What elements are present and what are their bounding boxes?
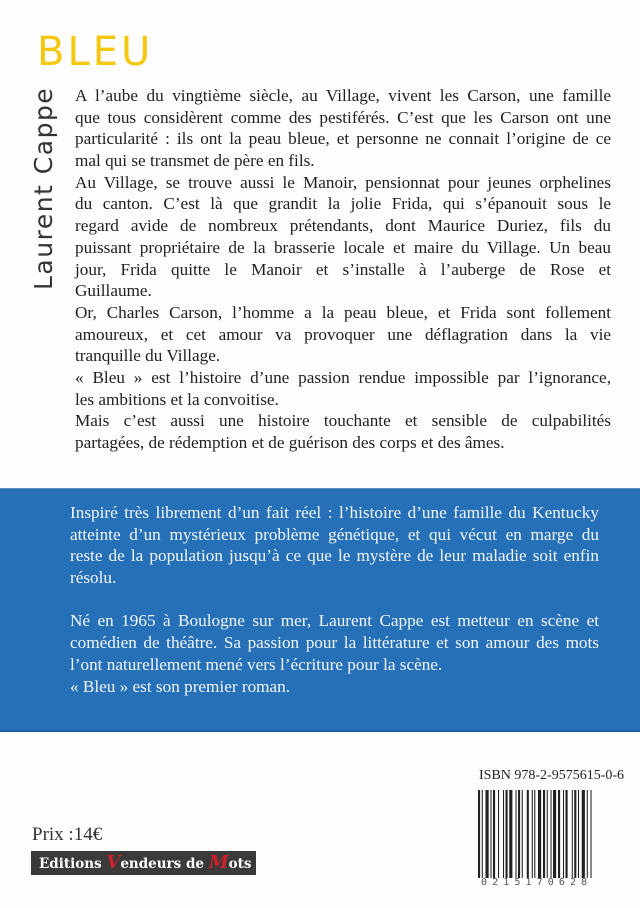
barcode-bar [506,790,508,878]
barcode-bar [516,790,517,878]
barcode-bar [587,790,588,878]
synopsis-line: tranquille du Village. [75,346,221,366]
barcode-bar [478,790,480,878]
barcode-bar [566,790,568,878]
price: Prix :14€ [32,824,103,845]
barcode-bar [503,790,504,878]
barcode-bar [482,790,483,878]
synopsis-line: Or, Charles Carson, l’homme a la peau bleue, et Frida sont follement [75,302,611,322]
blue-band [0,488,640,732]
logo-letter-m: M [208,852,229,873]
inspiration-line: résolu. [70,568,117,588]
isbn-label: ISBN 978-2-9575615-0-6 [479,768,625,783]
synopsis-line: particularité : ils ont la peau bleue, et personne ne connait l’origine de ce [75,129,611,149]
synopsis-line: puissant propriétaire de la brasserie locale et maire du Village. Un beau [75,237,611,257]
logo-part-ots: ots [228,856,252,872]
logo-part-endeurs: endeurs de [120,856,209,872]
inspiration-line: Inspiré très librement d’un fait réel : l’histoire d’une famille du Kentucky [70,503,599,522]
barcode-bar [486,790,489,878]
synopsis-line: Mais c’est aussi une histoire touchante et sensible de culpabilités [75,411,611,431]
barcode-bar [582,790,585,878]
synopsis-line: mal qui se transmet de père en fils. [75,151,315,171]
book-title: BLEU [37,29,154,75]
synopsis-line: regard avide de nombreux prétendants, dont Maurice Duriez, fils du [75,216,611,236]
barcode-bar [527,790,529,878]
barcode-bar [522,790,523,878]
synopsis-line: amoureux, et cet amour va provoquer une déflagration dans la vie [75,324,611,344]
barcode-bar [547,790,548,878]
barcode-bar [532,790,533,878]
synopsis-line: les ambitions et la convoitise. [75,389,279,409]
barcode-bar [491,790,492,878]
barcode-bar [534,790,535,878]
barcode-bar [509,790,512,878]
barcode-bar [563,790,564,878]
bio-line: l’ont naturellement mené vers l’écriture pour la scène. [70,654,443,674]
barcode-bar [538,790,541,878]
barcode [478,790,623,878]
barcode-bar [493,790,495,878]
barcode-digits: 0215170628 [481,877,593,888]
barcode-bar [578,790,579,878]
barcode-bar [553,790,556,878]
bio-line: comédien de théâtre. Sa passion pour la littérature et son amour des mots [70,633,599,653]
inspiration-line: reste de la population jusqu’à ce que le mystère de leur maladie soit enfin [70,546,599,566]
author-name-vertical: Laurent Cappe [29,86,58,290]
synopsis-line: Guillaume. [75,281,152,301]
barcode-bar [551,790,552,878]
synopsis-line: du canton. C’est là que grandit la jolie Frida, qui s’épanouit sous le [75,194,611,214]
logo-part-editions: Editions [39,856,107,872]
synopsis-line: « Bleu » est l’histoire d’une passion rendue impossible par l’ignorance, [75,367,611,387]
bio-line: Né en 1965 à Boulogne sur mer, Laurent Cappe est metteur en scène et [70,611,599,631]
barcode-bar [498,790,499,878]
barcode-bar [572,790,573,878]
band-text [70,502,599,697]
synopsis-line: jour, Frida quitte le Manoir et s’installe à l’auberge de Rose et [75,259,611,279]
synopsis-line: que tous considèrent comme des pestiférés. C’est que les Carson ont une [75,107,611,127]
synopsis [75,85,611,454]
barcode-bar [574,790,576,878]
barcode-bar [518,790,520,878]
bio-line: « Bleu » est son premier roman. [70,676,291,696]
barcode-bar [591,790,592,878]
barcode-bar [558,790,560,878]
barcode-bar [543,790,545,878]
paragraph-gap [70,589,599,611]
synopsis-line: A l’aube du vingtième siècle, au Village, vivent les Carson, une famille [75,86,611,105]
inspiration-line: atteinte d’un mystérieux problème génétique, et qui vécut en marge du [70,524,599,544]
logo-letter-v: V [106,852,121,873]
synopsis-line: Au Village, se trouve aussi le Manoir, pensionnat pour jeunes orphelines [75,172,611,192]
synopsis-line: partagées, de rédemption et de guérison des corps et des âmes. [75,433,505,452]
publisher-logo [31,851,256,875]
